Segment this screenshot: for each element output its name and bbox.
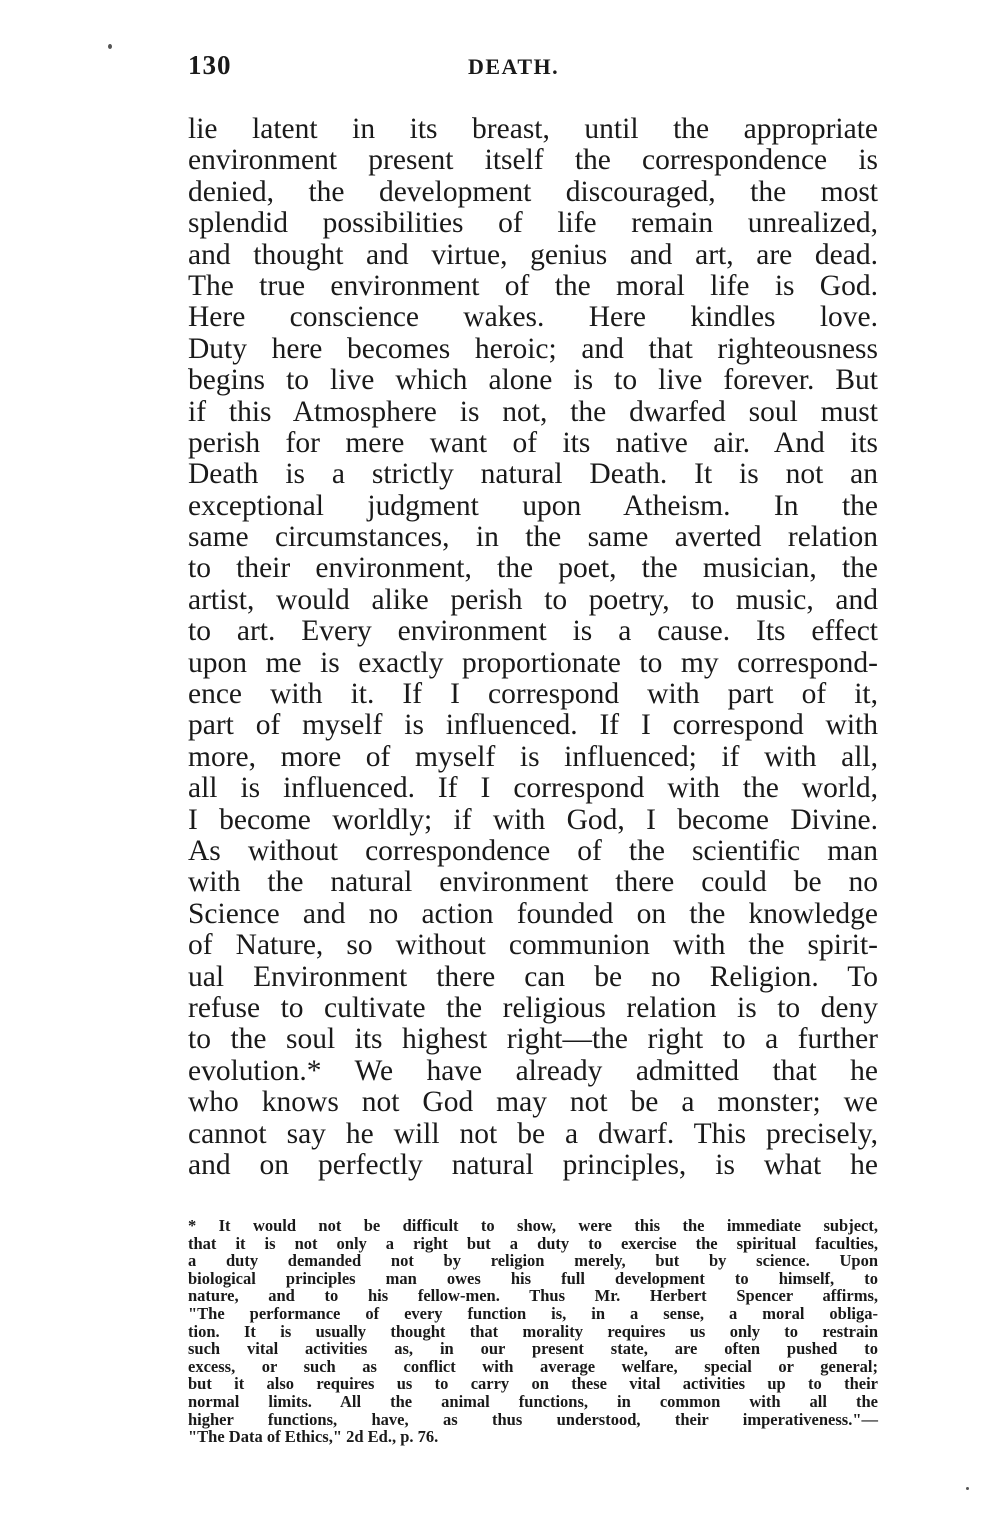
body-line: exceptional judgment upon Atheism. In the bbox=[188, 489, 878, 522]
footnote-line: but it also requires us to carry on these vital activities up to their bbox=[188, 1374, 878, 1394]
footnote-line: a duty demanded not by religion merely, but by science. Upon bbox=[188, 1251, 878, 1271]
body-line: to art. Every environment is a cause. Its effect bbox=[188, 615, 878, 648]
body-line: refuse to cultivate the religious relation is to deny bbox=[188, 991, 878, 1024]
body-line: part of myself is influenced. If I correspond with bbox=[188, 709, 878, 742]
body-line: Death is a strictly natural Death. It is not an bbox=[188, 458, 878, 491]
footnote-line: * It would not be difficult to show, were this the immediate subject, bbox=[188, 1216, 878, 1235]
body-line: splendid possibilities of life remain unrealized, bbox=[188, 207, 878, 240]
footnote bbox=[188, 1217, 878, 1446]
body-line: with the natural environment there could be no bbox=[188, 866, 878, 899]
footnote-line: such vital activities as, in our present state, are often pushed to bbox=[188, 1339, 878, 1359]
body-line: begins to live which alone is to live forever. But bbox=[188, 364, 878, 397]
footnote-line: that it is not only a right but a duty to exercise the spiritual faculties, bbox=[188, 1233, 878, 1253]
body-line: Duty here becomes heroic; and that righteousness bbox=[188, 332, 878, 365]
body-line: ual Environment there can be no Religion. To bbox=[188, 960, 878, 993]
body-line: Science and no action founded on the knowledge bbox=[188, 897, 878, 930]
running-head: DEATH. bbox=[468, 54, 560, 79]
body-line: perish for mere want of its native air. And its bbox=[188, 426, 878, 459]
body-text bbox=[188, 114, 878, 1181]
body-line: artist, would alike perish to poetry, to music, and bbox=[188, 583, 878, 616]
footnote-line: "The Data of Ethics," 2d Ed., p. 76. bbox=[188, 1427, 439, 1447]
body-line: to their environment, the poet, the musician, the bbox=[188, 552, 878, 585]
body-line: As without correspondence of the scientific man bbox=[188, 834, 878, 867]
footnote-line: nature, and to his fellow-men. Thus Mr. Herbert Spencer affirms, bbox=[188, 1286, 878, 1306]
body-line: environment present itself the correspondence is bbox=[188, 144, 878, 177]
page-header bbox=[188, 50, 878, 86]
footnote-line: normal limits. All the animal functions, in common with all the bbox=[188, 1391, 878, 1411]
body-line: denied, the development discouraged, the most bbox=[188, 175, 878, 208]
body-line: of Nature, so without communion with the spirit- bbox=[188, 929, 878, 962]
body-line: Here conscience wakes. Here kindles love. bbox=[188, 301, 878, 334]
body-line: cannot say he will not be a dwarf. This precisely, bbox=[188, 1117, 878, 1150]
body-line: same circumstances, in the same averted relation bbox=[188, 521, 878, 554]
body-line: ence with it. If I correspond with part of it, bbox=[188, 678, 878, 711]
page-number: 130 bbox=[188, 50, 232, 80]
body-line: and on perfectly natural principles, is what he bbox=[188, 1148, 878, 1181]
body-line: all is influenced. If I correspond with the world, bbox=[188, 772, 878, 805]
body-line: if this Atmosphere is not, the dwarfed soul must bbox=[188, 395, 878, 428]
ink-speck bbox=[966, 1487, 969, 1490]
body-line: to the soul its highest right—the right to a further bbox=[188, 1023, 878, 1056]
body-line: more, more of myself is influenced; if with all, bbox=[188, 740, 878, 773]
footnote-line: excess, or such as conflict with average welfare, special or general; bbox=[188, 1356, 878, 1376]
body-line: The true environment of the moral life is God. bbox=[188, 269, 878, 302]
footnote-line: "The performance of every function is, in a sense, a moral obliga- bbox=[188, 1303, 878, 1323]
footnote-line: tion. It is usually thought that morality requires us only to restrain bbox=[188, 1321, 878, 1341]
body-line: and thought and virtue, genius and art, are dead. bbox=[188, 238, 878, 271]
body-line: lie latent in its breast, until the appropriate bbox=[188, 113, 878, 145]
body-line: I become worldly; if with God, I become Divine. bbox=[188, 803, 878, 836]
ink-speck bbox=[108, 44, 112, 49]
footnote-line: biological principles man owes his full development to himself, to bbox=[188, 1268, 878, 1288]
body-line: upon me is exactly proportionate to my correspond- bbox=[188, 646, 878, 679]
footnote-line: higher functions, have, as thus understood, their imperativeness."— bbox=[188, 1409, 878, 1429]
body-line: who knows not God may not be a monster; we bbox=[188, 1086, 878, 1119]
body-line: evolution.* We have already admitted that he bbox=[188, 1054, 878, 1087]
